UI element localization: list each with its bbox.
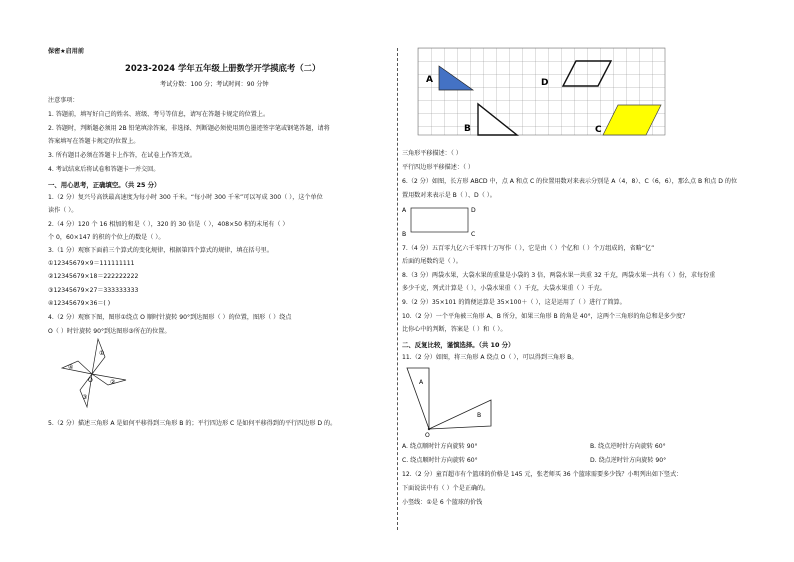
rotation-triangle-a [407, 368, 429, 429]
question-10: 10.（2 分）一个平角被三角形 A、B 所分，如果三角形 B 的角是 40°，这两个三角形的角总和是多少度？ [402, 313, 689, 320]
rectangle-abcd [411, 208, 468, 232]
question-8-cont: 多少千克，列式计算是（ ），小袋水果重（ ）千克，大袋水果重（ ）千克。 [402, 285, 606, 292]
formula-1: ①12345679×9＝111111111 [48, 260, 135, 267]
column-divider [397, 48, 398, 530]
section-1-heading: 一、用心思考，正确填空。（共 25 分） [48, 181, 161, 189]
rotation-label-o: O [425, 432, 430, 439]
choice-d: D. 绕点逆时针方向旋转 90° [590, 457, 667, 464]
rotation-label-b: B [477, 412, 482, 419]
notice-line-3: 3. 所有题目必须在答题卡上作答，在试卷上作答无效。 [48, 152, 196, 159]
question-8: 8.（3 分）两袋水果，大袋水果的重量是小袋的 3 倍，两袋水果一共重 32 千克，两袋水果一共有（ ）份，求每份重 [402, 272, 716, 279]
pinwheel-center-label: O [88, 377, 93, 384]
question-2-cont: 个 0，60×147 的积的个位上的数是（ ）。 [48, 234, 165, 241]
question-1-cont: 读作（ ）。 [48, 207, 78, 214]
notice-line-2b: 答案填写在答题卡规定的位置上。 [48, 138, 140, 145]
triangle-translation-answer: 三角形平移描述：（ ） [402, 150, 462, 157]
question-6-cont: 置用数对来表示是 B（ ）、D（ ）。 [402, 192, 496, 199]
notice-line-1: 1. 答题前，填写好自己的姓名、班级、考号等信息，请写在答题卡规定的位置上。 [48, 111, 270, 118]
notice-line-4: 4. 考试结束后将试卷和答题卡一并交回。 [48, 166, 160, 173]
grid-figure [418, 48, 678, 138]
question-12: 12.（2 分）童百超市有个篮球的价格是 145 元，张老师买 36 个篮球需要多少钱？小明列出如下竖式： [402, 471, 683, 478]
question-7-cont: 后面的尾数约是（ ）。 [402, 258, 462, 265]
question-5: 5.（2 分）描述三角形 A 是如何平移得到三角形 B 的；平行四边形 C 是如何平移得到的平行四边形 D 的。 [48, 420, 337, 427]
question-11: 11.（2 分）如图，将三角形 A 绕点 O（ ），可以得到三角形 B。 [402, 354, 578, 361]
grid-label-a: A [426, 75, 433, 85]
pinwheel-label-3: ③ [82, 394, 88, 401]
formula-4: ④12345679×36＝( ) [48, 300, 111, 307]
formula-2: ②12345679×18＝222222222 [48, 273, 139, 280]
parallelogram-translation-answer: 平行四边形平移描述：（ ） [402, 164, 475, 171]
question-3: 3.（1 分）观察下面前三个算式的变化规律，根据第四个算式的规律，填在括号里。 [48, 247, 273, 254]
pinwheel-blade-4 [62, 361, 92, 374]
grid-label-b: B [464, 124, 471, 134]
grid-label-d: D [541, 78, 549, 88]
pinwheel-label-1: ① [99, 350, 105, 357]
notice-heading: 注意事项： [48, 97, 79, 104]
choice-a: A. 绕点顺时针方向旋转 90° [402, 443, 478, 450]
rotation-center-point [428, 428, 430, 430]
question-7: 7.（4 分）五百零九亿六千零四十万写作（ ），它是由（ ）个亿和（ ）个万组成的，省略“亿” [402, 245, 655, 252]
pinwheel-blade-2 [92, 374, 126, 385]
question-2: 2.（4 分）120 个 16 相加的和是（ ），320 的 30 倍是（ ），408×50 积的末尾有（ ） [48, 221, 289, 228]
section-2-heading: 二、反复比较，谨慎选择。（共 10 分） [402, 341, 515, 349]
formula-3: ③12345679×27＝333333333 [48, 287, 139, 294]
question-9: 9.（2 分）35×101 的简便运算是 35×100＋（ ），这是运用了（ ）进行了简算。 [402, 299, 626, 306]
question-1: 1.（2 分）复兴号高铁最高速度为每小时 300 千米。“每小时 300 千米”可以写成 300（ ），这个单位 [48, 194, 323, 201]
choice-c: C. 绕点顺时针方向旋转 60° [402, 457, 478, 464]
exam-meta: 考试分数：100 分；考试时间：90 分钟 [160, 81, 269, 88]
choice-b: B. 绕点逆时针方向旋转 60° [590, 443, 666, 450]
pinwheel-label-2: ② [110, 379, 116, 386]
rect-label-c: C [471, 231, 476, 238]
rotation-triangle-b [429, 400, 491, 429]
rotation-figure [402, 363, 502, 438]
secret-label: 保密★启用前 [48, 48, 84, 55]
question-10-cont: 比你心中的判断，答案是（ ）和（ ）。 [402, 326, 507, 333]
pinwheel-figure [60, 337, 140, 412]
rotation-label-a: A [419, 379, 424, 386]
exam-title: 2023-2024 学年五年级上册数学开学摸底考（二） [125, 63, 321, 73]
question-4: 4.（2 分）观察下图，图形①绕点 O 顺时针旋转 90°到达图形（ ）的位置，图形（ ）绕点 [48, 314, 292, 321]
question-12-note: 小竖线：①是 6 个篮球的价钱 [402, 499, 483, 506]
rect-label-d: D [471, 207, 476, 214]
question-6: 6.（2 分）如图，长方形 ABCD 中，点 A 和点 C 的位置用数对来表示分别是 A（4，8）、C（6，6），那么点 B 和点 D 的位 [402, 178, 738, 185]
question-12-cont: 下面说法中有（ ）个是正确的。 [402, 485, 490, 492]
grid-label-c: C [595, 125, 602, 135]
rect-label-a: A [402, 207, 407, 214]
rect-label-b: B [402, 231, 407, 238]
question-4-cont: O（ ）时针旋转 90°到达图形③所在的位置。 [48, 328, 171, 335]
rectangle-figure [402, 202, 482, 242]
pinwheel-label-4: ④ [68, 364, 74, 371]
notice-line-2: 2. 答题时，判断题必须用 2B 铅笔填涂答案，非选择、判断题必须使用黑色墨迹签字笔或钢笔答题，请将 [48, 125, 330, 132]
